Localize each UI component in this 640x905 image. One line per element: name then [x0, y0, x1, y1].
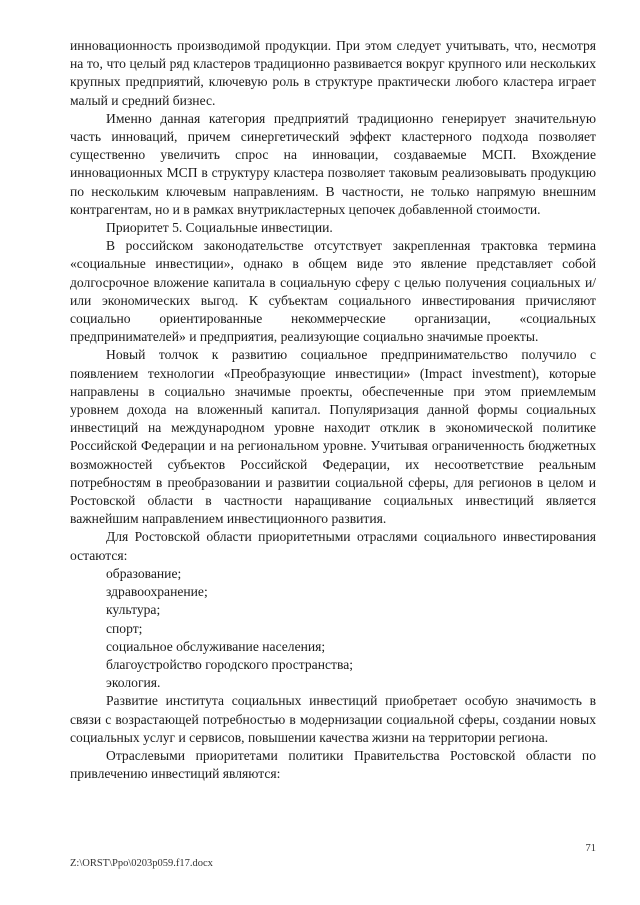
- paragraph-institution-development: Развитие института социальных инвестиций приобретает особую значимость в связи с возрастающей потребностью в модернизации социальной сферы, создании новых социальных услуг и сервисов, повышении качества жизни на территории региона.: [70, 693, 596, 745]
- list-item: спорт;: [106, 620, 143, 636]
- paragraph-continuation: инновационность производимой продукции. При этом следует учитывать, что, несмотря на то, что целый ряд кластеров традиционно развивается вокруг крупного или нескольких крупных предприятий, ключевую роль в структуре практически любого кластера играет малый и средний бизнес.: [70, 38, 596, 108]
- file-path: Z:\ORST\Ppo\0203p059.f17.docx: [70, 858, 213, 869]
- priority-sectors-list: [70, 565, 596, 692]
- list-item: образование;: [106, 565, 182, 581]
- document-body: [70, 37, 596, 783]
- list-item: культура;: [106, 602, 161, 618]
- paragraph-sme-innovation: Именно данная категория предприятий традиционно генерирует значительную часть инноваций, причем синергетический эффект кластерного подхода позволяет существенно увеличить спрос на инновации, создаваемые МСП. Вхождение инновационных МСП в структуру кластера позволяет таковым реализовывать продукцию по нескольким ключевым направлениям. В частности, не только напрямую внешним контрагентам, но и в рамках внутрикластерных цепочек добавленной стоимости.: [70, 110, 596, 217]
- list-item: здравоохранение;: [106, 584, 208, 600]
- list-item: благоустройство городского пространства;: [106, 656, 354, 672]
- paragraph-sector-priorities-intro: Отраслевыми приоритетами политики Правительства Ростовской области по привлечению инвестиций являются:: [70, 747, 596, 782]
- priority-heading: Приоритет 5. Социальные инвестиции.: [106, 220, 333, 236]
- list-item: экология.: [106, 675, 161, 691]
- paragraph-impact-investment: Новый толчок к развитию социальное предпринимательство получило с появлением технологии «Преобразующие инвестиции» (Impact investment), которые направлены в социально значимые проекты, обеспеченные при этом приемлемым уровнем дохода на вложенный капитал. Популяризация данной формы социальных инвестиций на международном уровне находит отклик в экономической политике Российской Федерации и на региональном уровне. Учитывая ограниченность бюджетных возможностей субъектов Российской Федерации, их несоответствие реальным потребностям в преобразовании и развитии социальной сферы, для регионов в целом и Ростовской области в частности наращивание социальных инвестиций является важнейшим направлением инвестиционного развития.: [70, 347, 596, 527]
- paragraph-social-investment-definition: В российском законодательстве отсутствует закрепленная трактовка термина «социальные инвестиции», однако в общем виде это явление представляет собой долгосрочное вложение капитала в социальную сферу с целью получения социальных и/или экономических выгод. К субъектам социального инвестирования причисляют социально ориентированные некоммерческие организации, «социальных предпринимателей» и предприятия, реализующие социально значимые проекты.: [70, 238, 596, 345]
- page-number: 71: [585, 843, 596, 854]
- paragraph-priority-sectors-intro: Для Ростовской области приоритетными отраслями социального инвестирования остаются:: [70, 529, 596, 563]
- list-item: социальное обслуживание населения;: [106, 638, 326, 654]
